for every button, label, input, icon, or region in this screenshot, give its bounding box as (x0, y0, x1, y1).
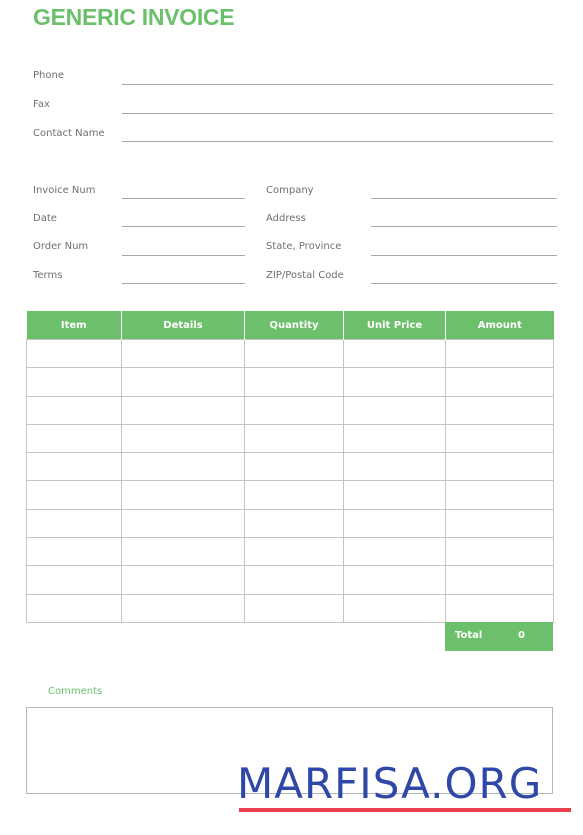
details-cell[interactable] (122, 481, 245, 509)
header-amount: Amount (446, 311, 554, 340)
item-cell[interactable] (27, 594, 122, 622)
quantity-cell[interactable] (245, 594, 344, 622)
table-row (27, 566, 554, 594)
order-num-field[interactable] (122, 255, 245, 256)
contact-name-field[interactable] (122, 141, 553, 142)
phone-label: Phone (33, 70, 64, 81)
amount-cell[interactable] (446, 594, 554, 622)
comments-label: Comments (48, 686, 103, 697)
table-row (27, 481, 554, 509)
terms-field[interactable] (122, 283, 245, 284)
quantity-cell[interactable] (245, 368, 344, 396)
amount-cell[interactable] (446, 340, 554, 368)
header-details: Details (122, 311, 245, 340)
unit-price-cell[interactable] (344, 509, 446, 537)
amount-cell[interactable] (446, 424, 554, 452)
details-cell[interactable] (122, 368, 245, 396)
amount-cell[interactable] (446, 396, 554, 424)
table-row (27, 396, 554, 424)
unit-price-cell[interactable] (344, 453, 446, 481)
item-cell[interactable] (27, 340, 122, 368)
item-cell[interactable] (27, 566, 122, 594)
table-row (27, 424, 554, 452)
unit-price-cell[interactable] (344, 566, 446, 594)
zip-postal-code-field[interactable] (371, 283, 557, 284)
total-label: Total (455, 630, 483, 641)
table-header-row (27, 311, 554, 340)
company-label: Company (266, 185, 314, 196)
quantity-cell[interactable] (245, 538, 344, 566)
amount-cell[interactable] (446, 509, 554, 537)
address-label: Address (266, 213, 306, 224)
invoice-num-label: Invoice Num (33, 185, 96, 196)
invoice-num-field[interactable] (122, 198, 245, 199)
amount-cell[interactable] (446, 453, 554, 481)
amount-cell[interactable] (446, 368, 554, 396)
terms-label: Terms (33, 270, 63, 281)
header-quantity: Quantity (245, 311, 344, 340)
total-box (445, 622, 553, 651)
details-cell[interactable] (122, 594, 245, 622)
item-cell[interactable] (27, 368, 122, 396)
quantity-cell[interactable] (245, 481, 344, 509)
header-item: Item (27, 311, 122, 340)
unit-price-cell[interactable] (344, 481, 446, 509)
invoice-title: GENERIC INVOICE (33, 4, 235, 30)
quantity-cell[interactable] (245, 340, 344, 368)
item-cell[interactable] (27, 509, 122, 537)
item-cell[interactable] (27, 424, 122, 452)
details-cell[interactable] (122, 396, 245, 424)
details-cell[interactable] (122, 340, 245, 368)
company-field[interactable] (371, 198, 557, 199)
fax-field[interactable] (122, 113, 553, 114)
item-cell[interactable] (27, 396, 122, 424)
fax-label: Fax (33, 99, 50, 110)
quantity-cell[interactable] (245, 566, 344, 594)
unit-price-cell[interactable] (344, 594, 446, 622)
amount-cell[interactable] (446, 538, 554, 566)
details-cell[interactable] (122, 509, 245, 537)
watermark-underline (239, 808, 571, 812)
table-row (27, 594, 554, 622)
table-row (27, 340, 554, 368)
order-num-label: Order Num (33, 241, 89, 252)
item-cell[interactable] (27, 453, 122, 481)
details-cell[interactable] (122, 424, 245, 452)
item-cell[interactable] (27, 481, 122, 509)
unit-price-cell[interactable] (344, 396, 446, 424)
state-province-field[interactable] (371, 255, 557, 256)
line-items-table (26, 311, 554, 623)
details-cell[interactable] (122, 453, 245, 481)
unit-price-cell[interactable] (344, 424, 446, 452)
total-value: 0 (518, 630, 525, 641)
date-label: Date (33, 213, 57, 224)
unit-price-cell[interactable] (344, 368, 446, 396)
quantity-cell[interactable] (245, 424, 344, 452)
quantity-cell[interactable] (245, 396, 344, 424)
quantity-cell[interactable] (245, 453, 344, 481)
amount-cell[interactable] (446, 481, 554, 509)
table-row (27, 538, 554, 566)
contact-name-label: Contact Name (33, 128, 105, 139)
table-row (27, 368, 554, 396)
state-province-label: State, Province (266, 241, 342, 252)
unit-price-cell[interactable] (344, 340, 446, 368)
details-cell[interactable] (122, 566, 245, 594)
table-row (27, 453, 554, 481)
phone-field[interactable] (122, 84, 553, 85)
unit-price-cell[interactable] (344, 538, 446, 566)
date-field[interactable] (122, 226, 245, 227)
watermark-text: MARFISA.ORG (237, 759, 543, 808)
quantity-cell[interactable] (245, 509, 344, 537)
table-row (27, 509, 554, 537)
details-cell[interactable] (122, 538, 245, 566)
zip-postal-code-label: ZIP/Postal Code (266, 270, 344, 281)
address-field[interactable] (371, 226, 557, 227)
header-unit-price: Unit Price (344, 311, 446, 340)
item-cell[interactable] (27, 538, 122, 566)
amount-cell[interactable] (446, 566, 554, 594)
